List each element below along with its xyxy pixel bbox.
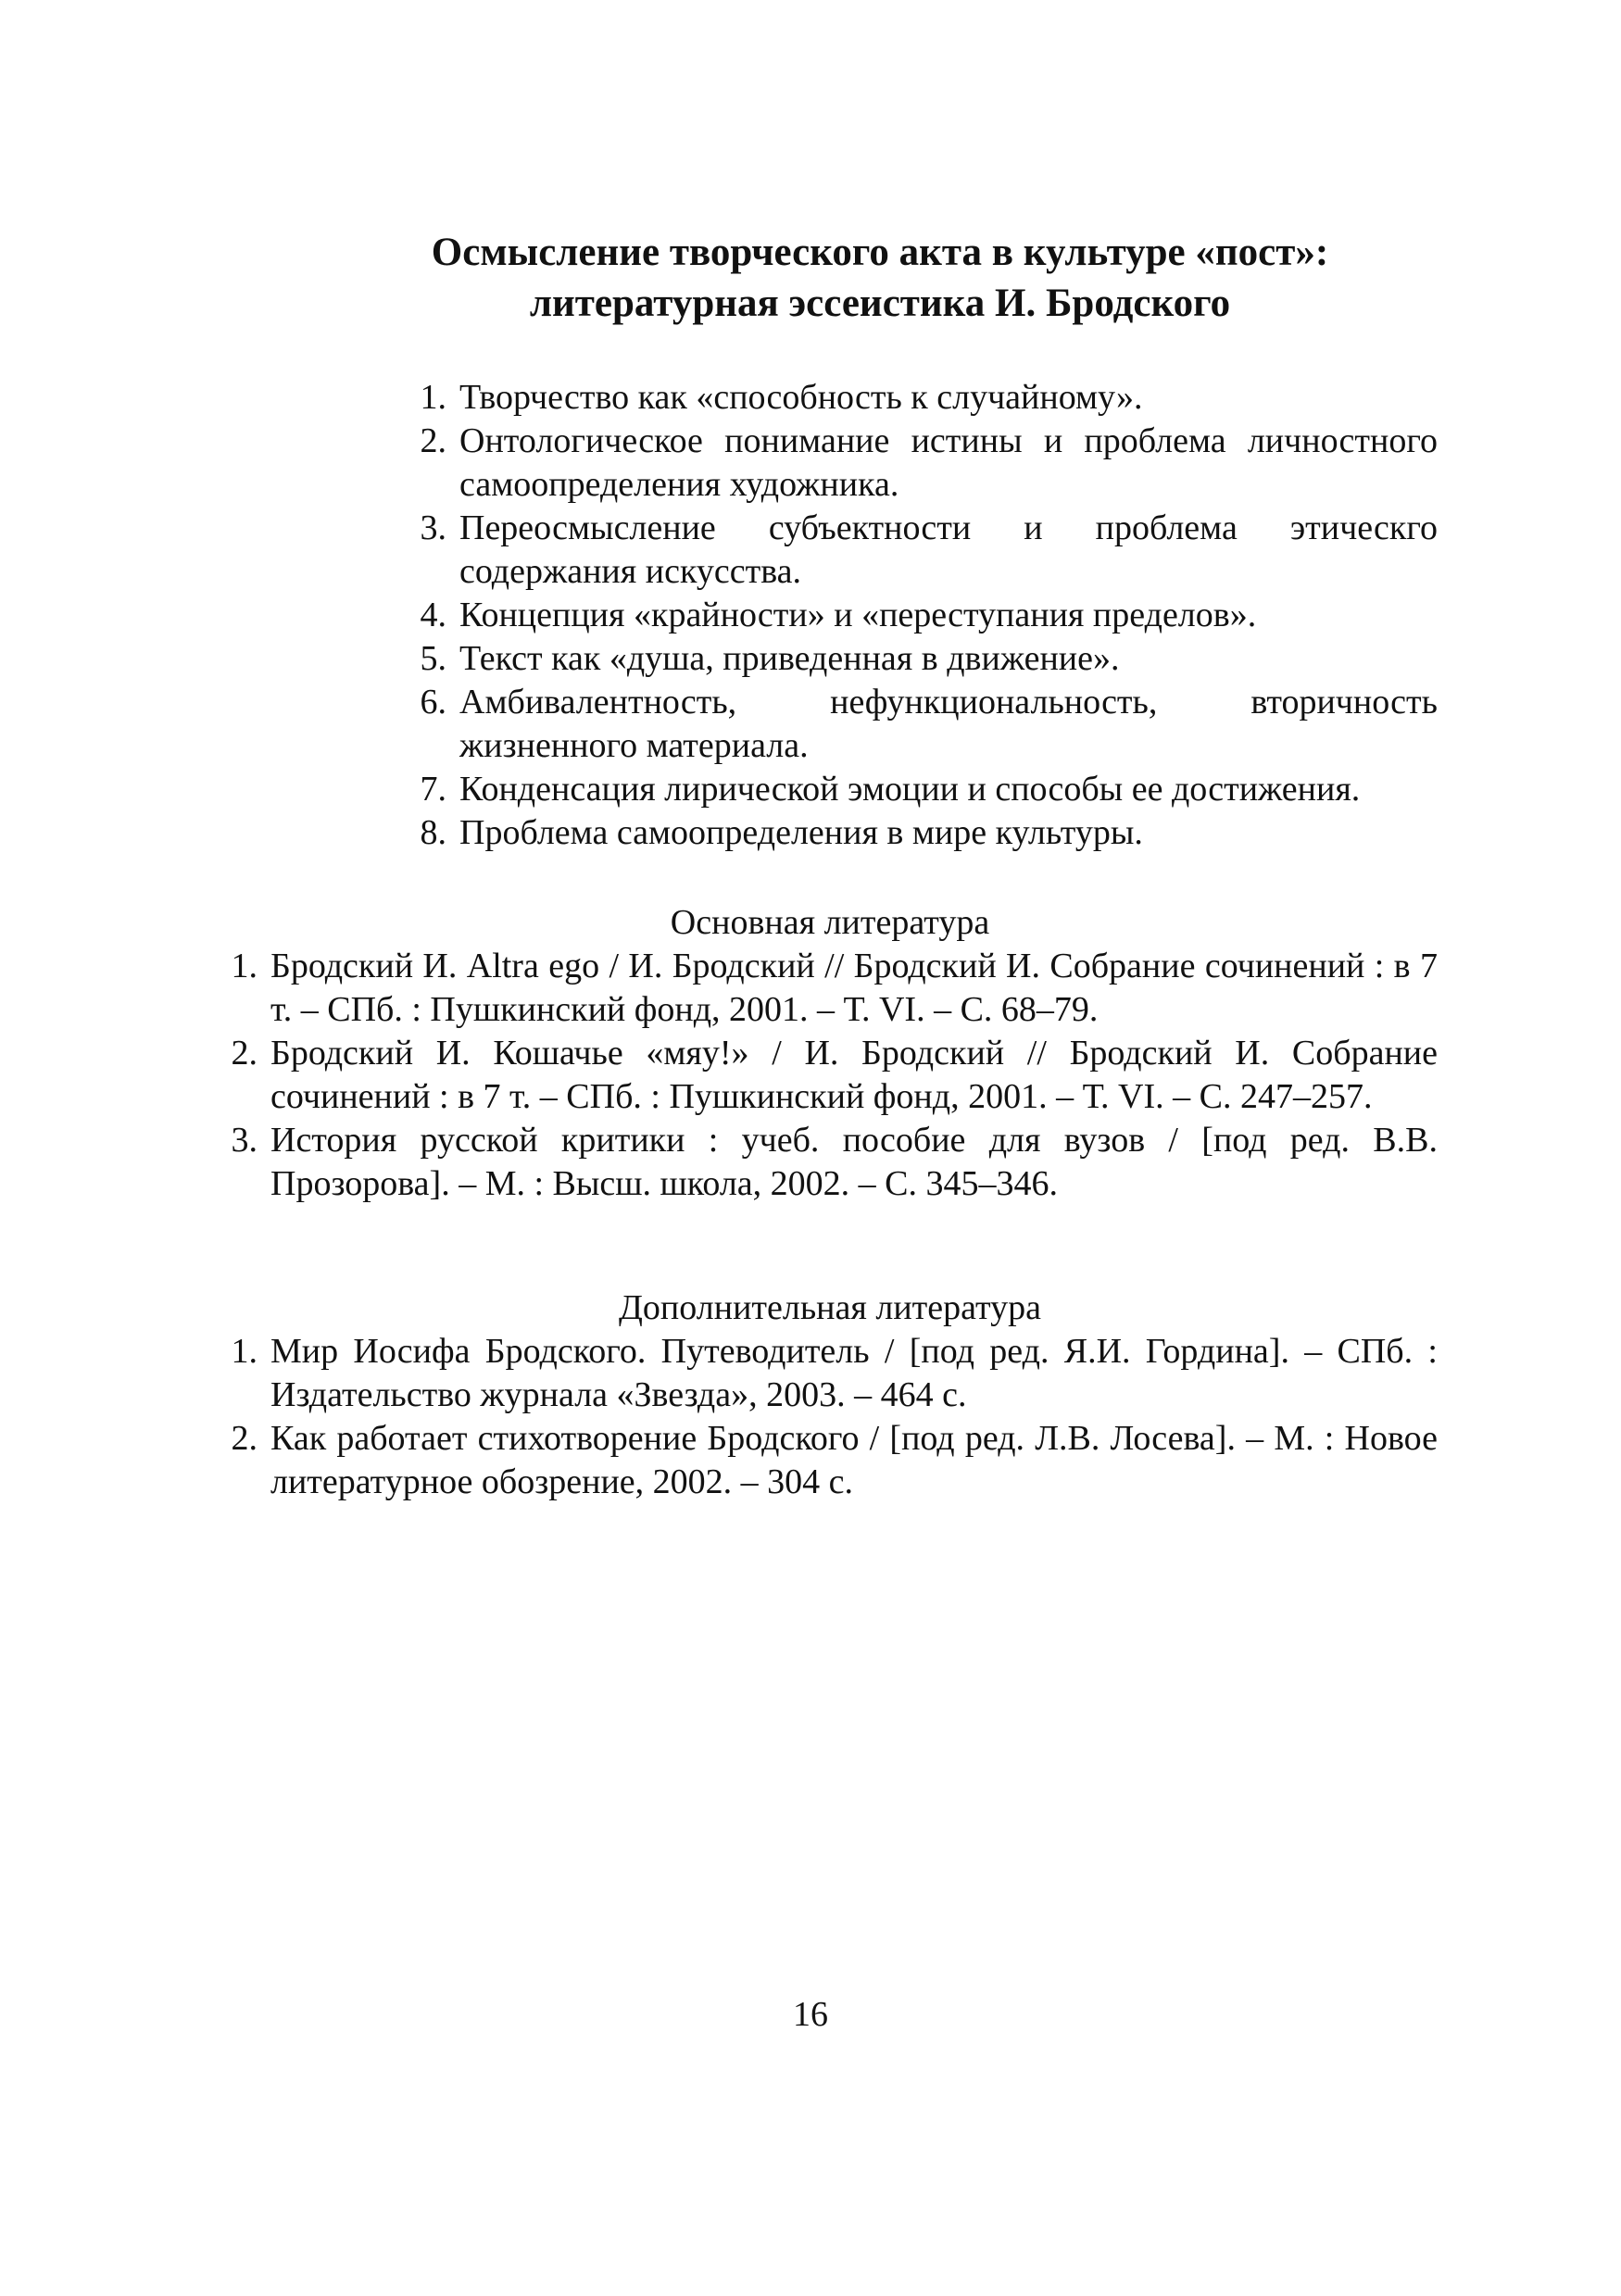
topics-list xyxy=(408,376,1438,855)
reference-number: 1. xyxy=(231,947,258,985)
reference-item xyxy=(211,1119,1438,1206)
page-number: 16 xyxy=(793,1995,828,2034)
topic-item xyxy=(408,637,1438,681)
reference-number: 2. xyxy=(231,1419,258,1458)
reference-number: 2. xyxy=(231,1034,258,1073)
reference-text: Бродский И. Altra ego / И. Бродский // Бродский И. Собрание сочинений : в 7 т. – СПб. : Пушкинский фонд, 2001. – Т. VI. – С. 68–79. xyxy=(270,947,1438,1029)
reference-item xyxy=(211,945,1438,1032)
additional-literature-heading: Дополнительная литература xyxy=(619,1288,1041,1327)
topic-number: 2. xyxy=(420,421,446,460)
title-line-2: литературная эссеистика И. Бродского xyxy=(529,282,1231,325)
topic-text: Онтологическое понимание истины и проблема личностного самоопределения художника. xyxy=(459,421,1438,504)
topic-number: 1. xyxy=(420,378,446,417)
topic-item xyxy=(408,376,1438,420)
topic-item xyxy=(408,594,1438,637)
topic-number: 8. xyxy=(420,813,446,852)
topic-text: Проблема самоопределения в мире культуры. xyxy=(459,813,1143,852)
topic-number: 7. xyxy=(420,770,446,809)
topic-text: Переосмысление субъектности и проблема этическго содержания искусства. xyxy=(459,508,1438,591)
topic-number: 6. xyxy=(420,683,446,721)
main-literature-heading: Основная литература xyxy=(670,903,990,942)
topic-item xyxy=(408,420,1438,507)
reference-item xyxy=(211,1417,1438,1504)
page-title xyxy=(278,227,1482,329)
topic-item xyxy=(408,768,1438,811)
topic-text: Концепция «крайности» и «переступания пределов». xyxy=(459,596,1257,634)
reference-text: Как работает стихотворение Бродского / [под ред. Л.В. Лосева]. – М. : Новое литературное обозрение, 2002. – 304 с. xyxy=(270,1419,1438,1501)
topic-item xyxy=(408,681,1438,768)
additional-literature-list xyxy=(211,1330,1438,1504)
main-literature-list xyxy=(211,945,1438,1206)
topic-text: Творчество как «способность к случайному». xyxy=(459,378,1143,417)
topic-text: Текст как «душа, приведенная в движение». xyxy=(459,639,1120,678)
reference-text: Бродский И. Кошачье «мяу!» / И. Бродский // Бродский И. Собрание сочинений : в 7 т. – СПб. : Пушкинский фонд, 2001. – Т. VI. – С. 247–257. xyxy=(270,1034,1438,1116)
topic-number: 3. xyxy=(420,508,446,547)
topic-item xyxy=(408,507,1438,594)
topic-text: Конденсация лирической эмоции и способы ее достижения. xyxy=(459,770,1361,809)
reference-text: История русской критики : учеб. пособие для вузов / [под ред. В.В. Прозорова]. – М. : Высш. школа, 2002. – С. 345–346. xyxy=(270,1121,1438,1203)
reference-number: 1. xyxy=(231,1332,258,1371)
reference-item xyxy=(211,1330,1438,1417)
topic-text: Амбивалентность, нефункциональность, вторичность жизненного материала. xyxy=(459,683,1438,765)
topic-number: 5. xyxy=(420,639,446,678)
topic-number: 4. xyxy=(420,596,446,634)
reference-item xyxy=(211,1032,1438,1119)
reference-number: 3. xyxy=(231,1121,258,1160)
title-line-1: Осмысление творческого акта в культуре «пост»: xyxy=(431,231,1329,274)
reference-text: Мир Иосифа Бродского. Путеводитель / [под ред. Я.И. Гордина]. – СПб. : Издательство журнала «Звезда», 2003. – 464 с. xyxy=(270,1332,1438,1414)
topic-item xyxy=(408,811,1438,855)
